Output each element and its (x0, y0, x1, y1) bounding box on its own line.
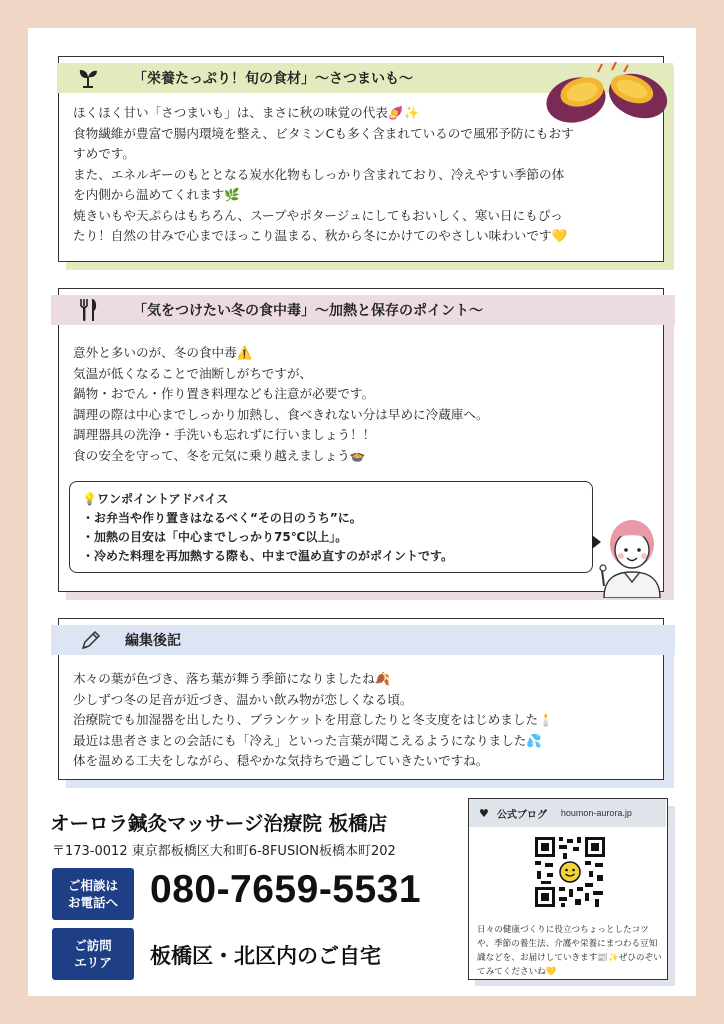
body-line: ほくほく甘い「さつまいも」は、まさに秋の味覚の代表🍠✨ (73, 105, 420, 120)
body-line: 木々の葉が色づき、落ち葉が舞う季節になりましたね🍂 (73, 671, 391, 686)
advice-line: ・冷めた料理を再加熱する際も、中まで温め直すのがポイントです。 (82, 549, 454, 563)
section-title: 編集後記 (125, 633, 181, 649)
advice-bubble (69, 481, 593, 573)
body-line: 食の安全を守って、冬を元気に乗り越えましょう🍲 (73, 447, 366, 463)
body-line: 治療院でも加湿器を出したり、ブランケットを用意したりと冬支度をはじめました🕯️ (73, 712, 554, 727)
body-line: すめです。 (73, 146, 135, 161)
body-line: を内側から温めてくれます🌿 (73, 187, 240, 202)
body-line: たり！自然の甘みで心までほっこり温まる、秋から冬にかけてのやさしい味わいです💛 (73, 228, 568, 243)
woman-illustration (594, 508, 668, 602)
advice-line: ・加熱の目安は「中心までしっかり75℃以上」。 (82, 530, 348, 544)
sweet-potato-illustration (542, 62, 674, 132)
contact-badge: ご相談は お電話へ (52, 868, 134, 920)
body-line: 意外と多いのが、冬の食中毒⚠️ (73, 345, 253, 360)
blog-label: 公式ブログ (496, 809, 547, 821)
clinic-address: 〒173-0012 東京都板橋区大和町6-8FUSION板橋本町202 (52, 844, 396, 859)
section-body (73, 103, 574, 247)
heart-icon: ♥ (479, 806, 489, 820)
body-line: 食物繊維が豊富で腸内環境を整え、ビタミンCも多く含まれているので風邪予防にもおす (73, 125, 574, 141)
body-line: 調理の際は中心までしっかり加熱し、食べきれない分は早めに冷蔵庫へ。 (73, 406, 489, 422)
section-body (73, 343, 489, 466)
body-line: 気温が低くなることで油断しがちですが、 (73, 365, 313, 381)
section-header (51, 295, 675, 325)
body-line: 少しずつ冬の足音が近づき、温かい飲み物が恋しくなる頃。 (73, 691, 413, 707)
blog-description: 日々の健康づくりに役立つちょっとしたコツや、季節の養生法、介護や栄養にまつわる豆知識などを、お届けしていきます📰✨ぜひのぞいてみてくださいね💛 (477, 925, 662, 977)
body-line: また、エネルギーのもととなる炭水化物もしっかり含まれており、冷えやすい季節の体 (73, 166, 565, 182)
advice-line: ・お弁当や作り置きはなるべく“その日のうち”に。 (82, 511, 362, 525)
body-line: 最近は患者さまとの会話にも「冷え」といった言葉が聞こえるようになりました💦 (73, 732, 543, 748)
sprout-icon (77, 67, 99, 93)
fork-knife-icon (77, 298, 99, 326)
pencil-icon (79, 630, 101, 656)
phone-number[interactable]: 080-7659-5531 (150, 868, 422, 911)
section-title: 「気をつけたい冬の食中毒」〜加熱と保存のポイント〜 (133, 303, 483, 319)
visit-area: 板橋区・北区内のご自宅 (150, 944, 381, 968)
body-line: 焼きいもや天ぷらはもちろん、スープやポタージュにしてもおいしく、寒い日にもぴっ (73, 207, 563, 223)
editor-note-section (58, 618, 664, 780)
qr-code[interactable] (533, 835, 607, 913)
blog-card[interactable] (468, 798, 668, 980)
body-line: 調理器具の洗浄・手洗いも忘れずに行いましょう！！ (73, 427, 376, 442)
area-badge: ご訪問 エリア (52, 928, 134, 980)
blog-header (469, 799, 666, 827)
section-body (73, 669, 554, 772)
food-poisoning-section (58, 288, 664, 592)
blog-url[interactable]: houmon-aurora.jp (560, 808, 632, 818)
advice-title: 💡ワンポイントアドバイス (82, 492, 229, 506)
clinic-name: オーロラ鍼灸マッサージ治療院 板橋店 (50, 812, 388, 835)
section-header (51, 625, 675, 655)
body-line: 鍋物・おでん・作り置き料理なども注意が必要です。 (73, 386, 375, 401)
section-title: 「栄養たっぷり！旬の食材」〜さつまいも〜 (133, 71, 413, 87)
body-line: 体を温める工夫をしながら、穏やかな気持ちで過ごしていきたいですね。 (73, 753, 489, 768)
